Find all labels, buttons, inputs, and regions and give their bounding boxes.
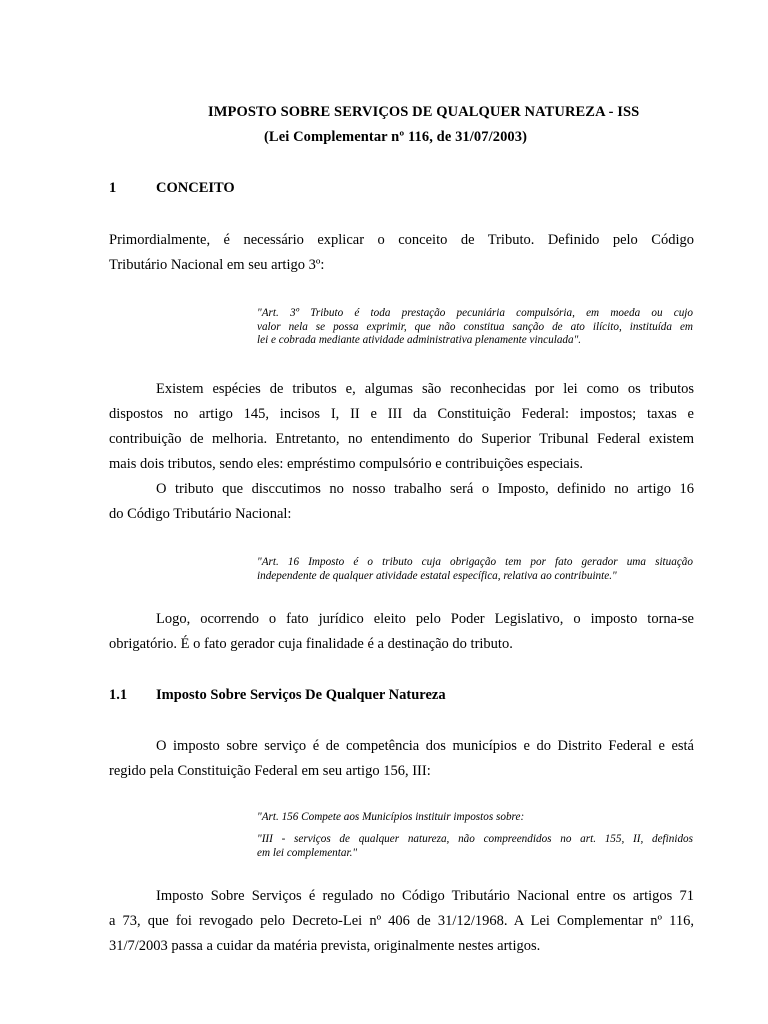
quote-line: "Art. 3º Tributo é toda prestação pecuniária compulsória, em moeda ou cujo [257, 307, 693, 319]
paragraph-line: regido pela Constituição Federal em seu artigo 156, III: [109, 763, 431, 779]
quote-line: lei e cobrada mediante atividade administrativa plenamente vinculada". [257, 334, 582, 346]
paragraph-line: do Código Tributário Nacional: [109, 506, 292, 522]
paragraph-line: Logo, ocorrendo o fato jurídico eleito pelo Poder Legislativo, o imposto torna-se [156, 611, 694, 627]
subsection-number: 1.1 [109, 687, 128, 703]
paragraph-line: 31/7/2003 passa a cuidar da matéria prevista, originalmente nestes artigos. [109, 938, 541, 954]
quote-line: "Art. 156 Compete aos Municípios instituir impostos sobre: [257, 811, 525, 823]
paragraph-line: a 73, que foi revogado pelo Decreto-Lei nº 406 de 31/12/1968. A Lei Complementar nº 116, [109, 913, 694, 929]
section-number: 1 [109, 180, 117, 196]
paragraph-line: dispostos no artigo 145, incisos I, II e III da Constituição Federal: impostos; taxas e [109, 406, 694, 422]
paragraph-line: O tributo que disccutimos no nosso trabalho será o Imposto, definido no artigo 16 [156, 481, 694, 497]
quote-line: "Art. 16 Imposto é o tributo cuja obrigação tem por fato gerador uma situação [257, 556, 693, 568]
section-heading: CONCEITO [156, 180, 235, 196]
quote-line: em lei complementar." [257, 847, 358, 859]
paragraph-line: Primordialmente, é necessário explicar o conceito de Tributo. Definido pelo Código [109, 232, 694, 248]
paragraph-line: mais dois tributos, sendo eles: empréstimo compulsório e contribuições especiais. [109, 456, 583, 472]
document-subtitle: (Lei Complementar nº 116, de 31/07/2003) [264, 129, 528, 145]
paragraph-line: Tributário Nacional em seu artigo 3º: [109, 257, 325, 273]
subsection-heading: Imposto Sobre Serviços De Qualquer Natureza [156, 687, 446, 703]
quote-line: valor nela se possa exprimir, que não constitua sanção de ato ilícito, instituída em [257, 321, 693, 333]
document-title: IMPOSTO SOBRE SERVIÇOS DE QUALQUER NATUREZA - ISS [208, 104, 640, 120]
paragraph-line: contribuição de melhoria. Entretanto, no entendimento do Superior Tribunal Federal existem [109, 431, 694, 447]
paragraph-line: obrigatório. É o fato gerador cuja finalidade é a destinação do tributo. [109, 636, 513, 652]
quote-line: "III - serviços de qualquer natureza, não compreendidos no art. 155, II, definidos [257, 833, 693, 845]
paragraph-line: Imposto Sobre Serviços é regulado no Código Tributário Nacional entre os artigos 71 [156, 888, 694, 904]
paragraph-line: Existem espécies de tributos e, algumas são reconhecidas por lei como os tributos [156, 381, 694, 397]
quote-line: independente de qualquer atividade estatal específica, relativa ao contribuinte." [257, 570, 617, 582]
paragraph-line: O imposto sobre serviço é de competência dos municípios e do Distrito Federal e está [156, 738, 694, 754]
